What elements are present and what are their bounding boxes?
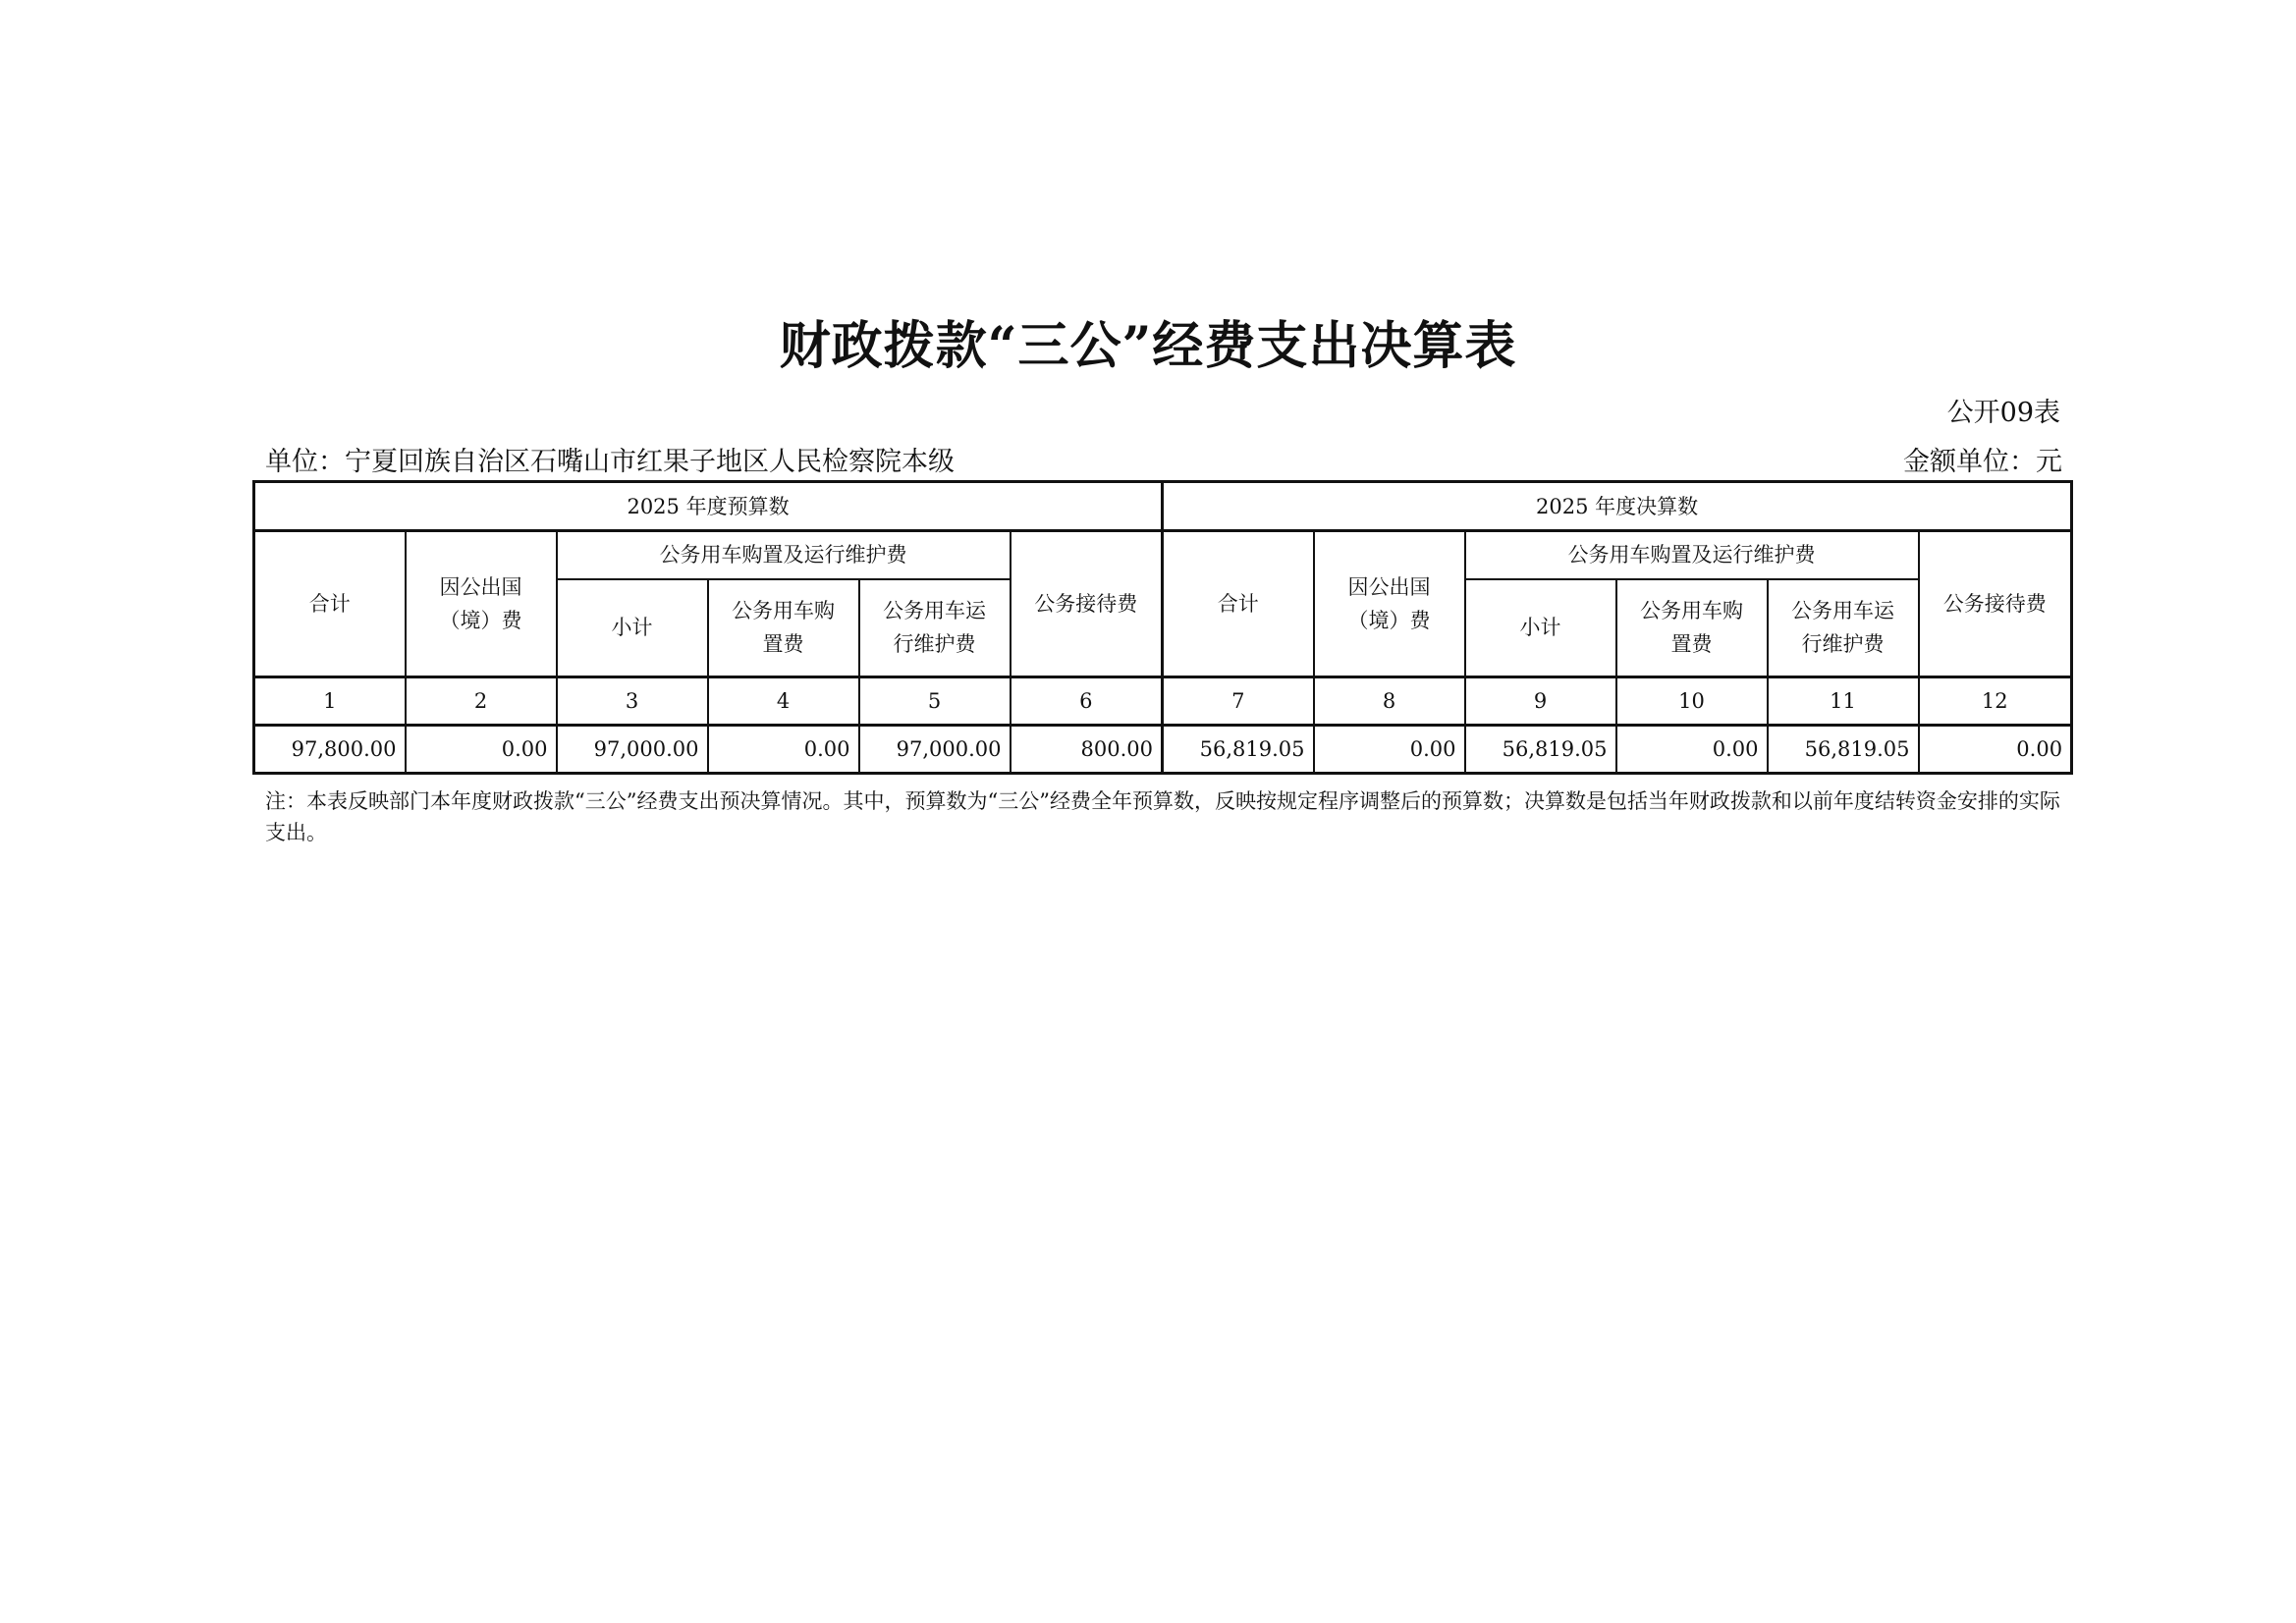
header-line: 行维护费 <box>893 632 976 657</box>
header-line: 公务用车购 <box>732 599 835 623</box>
column-number-cell: 12 <box>1919 677 2072 726</box>
column-number-cell: 7 <box>1163 677 1314 726</box>
actual-vehicle-purchase-header <box>1616 579 1768 677</box>
budget-vehicle-subtotal-value: 97,000.00 <box>557 726 708 774</box>
header-line: 公务用车运 <box>1791 599 1895 623</box>
column-number-row <box>254 677 2072 726</box>
header-line: 因公出国 <box>439 575 522 599</box>
budget-group-header: 2025 年度预算数 <box>254 482 1163 531</box>
actual-reception-value: 0.00 <box>1919 726 2072 774</box>
budget-total-value: 97,800.00 <box>254 726 406 774</box>
column-number-cell: 5 <box>859 677 1011 726</box>
header-line: 因公出国 <box>1347 575 1431 599</box>
column-number-cell: 9 <box>1465 677 1616 726</box>
actual-reception-header: 公务接待费 <box>1919 531 2072 677</box>
column-number-cell: 3 <box>557 677 708 726</box>
column-number-cell: 6 <box>1011 677 1163 726</box>
budget-overseas-value: 0.00 <box>406 726 557 774</box>
budget-overseas-header <box>406 531 557 677</box>
budget-reception-value: 800.00 <box>1011 726 1163 774</box>
unit-line <box>265 440 2062 475</box>
column-number-cell: 11 <box>1768 677 1919 726</box>
budget-vehicle-purchase-header <box>708 579 859 677</box>
column-number-cell: 2 <box>406 677 557 726</box>
value-row <box>254 726 2072 774</box>
budget-vehicle-operation-value: 97,000.00 <box>859 726 1011 774</box>
actual-overseas-value: 0.00 <box>1314 726 1465 774</box>
actual-total-value: 56,819.05 <box>1163 726 1314 774</box>
budget-reception-header: 公务接待费 <box>1011 531 1163 677</box>
header-line: 置费 <box>1670 632 1713 657</box>
actual-vehicle-group-header: 公务用车购置及运行维护费 <box>1465 531 1919 579</box>
actual-overseas-header <box>1314 531 1465 677</box>
column-number-cell: 4 <box>708 677 859 726</box>
column-number-cell: 8 <box>1314 677 1465 726</box>
header-line: （境）费 <box>1347 609 1431 632</box>
header-line: 行维护费 <box>1801 632 1885 657</box>
three-public-expenses-table <box>252 480 2073 775</box>
budget-vehicle-group-header: 公务用车购置及运行维护费 <box>557 531 1011 579</box>
actual-vehicle-operation-header <box>1768 579 1919 677</box>
column-number-cell: 1 <box>254 677 406 726</box>
header-line: 置费 <box>762 632 804 657</box>
group-header-row <box>254 482 2072 531</box>
actual-group-header: 2025 年度决算数 <box>1163 482 2072 531</box>
header-line: 公务用车购 <box>1640 599 1744 623</box>
page-title: 财政拨款“三公”经费支出决算表 <box>779 316 1517 376</box>
amount-unit-label: 金额单位：元 <box>1903 447 2062 477</box>
form-code-label: 公开09表 <box>1946 398 2060 428</box>
actual-vehicle-operation-value: 56,819.05 <box>1768 726 1919 774</box>
actual-subtotal-header: 小计 <box>1465 579 1616 677</box>
actual-total-header: 合计 <box>1163 531 1314 677</box>
actual-vehicle-subtotal-value: 56,819.05 <box>1465 726 1616 774</box>
budget-vehicle-operation-header <box>859 579 1011 677</box>
header-line: （境）费 <box>439 609 522 632</box>
column-header-row-1 <box>254 531 2072 579</box>
actual-vehicle-purchase-value: 0.00 <box>1616 726 1768 774</box>
table-footnote: 注：本表反映部门本年度财政拨款“三公”经费支出预决算情况。其中，预算数为“三公”经费全年预算数，反映按规定程序调整后的预算数；决算数是包括当年财政拨款和以前年度结转资金安排的实际支出。 <box>265 789 2060 844</box>
unit-label: 单位：宁夏回族自治区石嘴山市红果子地区人民检察院本级 <box>265 447 955 477</box>
column-number-cell: 10 <box>1616 677 1768 726</box>
header-line: 公务用车运 <box>883 599 986 623</box>
budget-subtotal-header: 小计 <box>557 579 708 677</box>
budget-total-header: 合计 <box>254 531 406 677</box>
budget-vehicle-purchase-value: 0.00 <box>708 726 859 774</box>
